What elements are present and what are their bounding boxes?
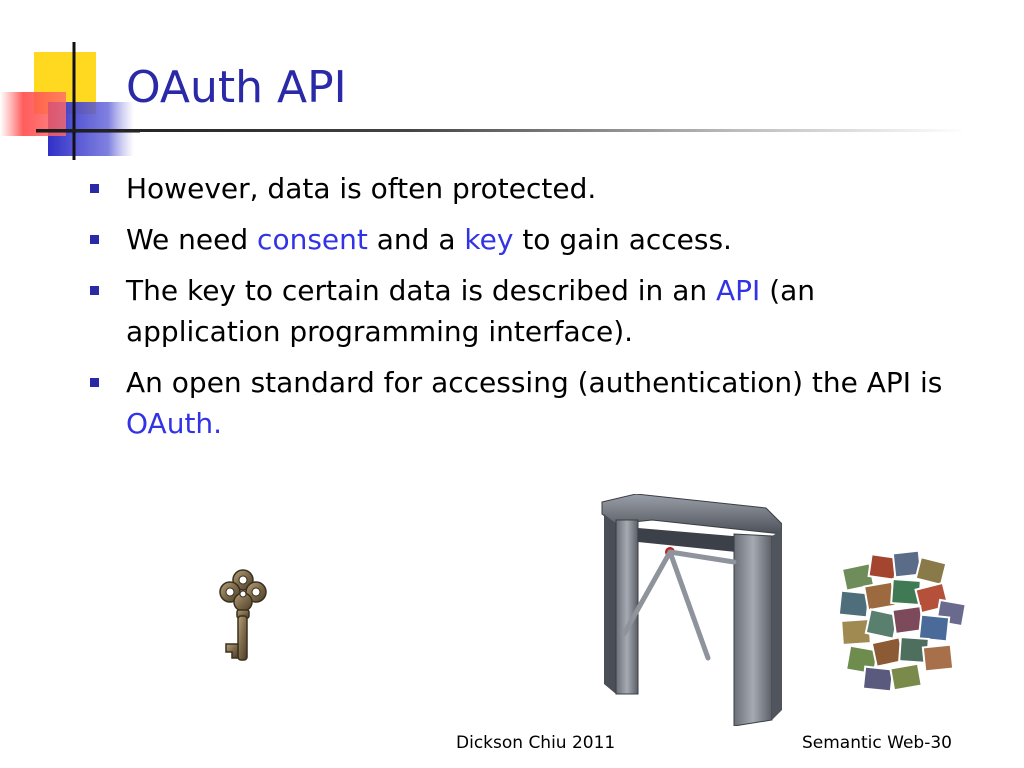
footer-page-number: Semantic Web-30 xyxy=(802,733,952,753)
bullet-square-icon xyxy=(90,378,99,387)
corner-logo-icon xyxy=(0,38,140,163)
bullet-text: However, data is often protected. xyxy=(126,172,597,205)
stamps-icon xyxy=(834,546,968,696)
bullet-text: The key to certain data is described in an xyxy=(126,274,717,307)
slide-title: OAuth API xyxy=(126,62,347,113)
highlight-api: API xyxy=(716,274,761,307)
bullet-square-icon xyxy=(90,286,99,295)
bullet-text: (an application programming interface). xyxy=(126,274,816,348)
key-icon xyxy=(208,566,278,670)
bullet-text: to gain access. xyxy=(513,223,732,256)
turnstile-icon xyxy=(596,494,782,726)
bullet-square-icon xyxy=(90,184,99,193)
bullet-item xyxy=(88,270,948,352)
highlight-key: key xyxy=(464,223,514,256)
bullet-text: and a xyxy=(367,223,465,256)
bullet-square-icon xyxy=(90,235,99,244)
bullet-text: An open standard for accessing (authentication) the API is xyxy=(126,366,943,399)
title-divider xyxy=(36,129,966,132)
bullet-item xyxy=(88,362,948,444)
highlight-oauth: OAuth. xyxy=(126,407,223,440)
bullet-list xyxy=(88,168,948,454)
bullet-item xyxy=(88,168,948,209)
bullet-text: We need xyxy=(126,223,258,256)
bullet-item xyxy=(88,219,948,260)
highlight-consent: consent xyxy=(257,223,368,256)
footer-author: Dickson Chiu 2011 xyxy=(456,733,616,753)
